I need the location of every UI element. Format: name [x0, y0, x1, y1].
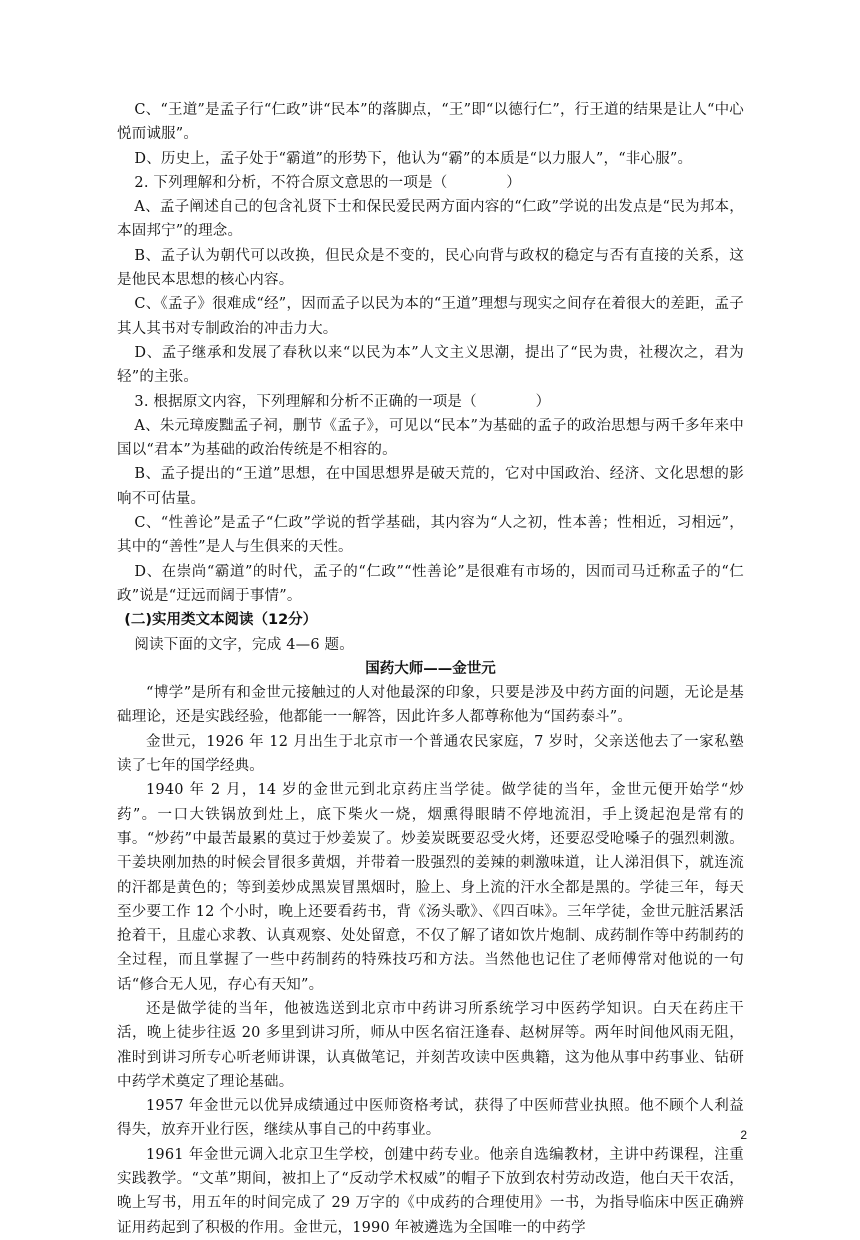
q3-stem: 3. 根据原文内容，下列理解和分析不正确的一项是（ ）: [134, 393, 551, 410]
document-page: [117, 98, 744, 1240]
q2-option-d: D、孟子继承和发展了春秋以来“以民为本”人文主义思潮，提出了“民为贵，社稷次之，君为轻”的主张。: [117, 344, 744, 386]
q2-stem: 2. 下列理解和分析，不符合原文意思的一项是（ ）: [134, 174, 521, 191]
q2-option-b: B、孟子认为朝代可以改换，但民众是不变的，民心向背与政权的稳定与否有直接的关系，这是他民本思想的核心内容。: [117, 247, 744, 289]
article-paragraph: “博学”是所有和金世元接触过的人对他最深的印象，只要是涉及中药方面的问题，无论是基础理论，还是实践经验，他都能一一解答，因此许多人都尊称他为“国药泰斗”。: [117, 685, 744, 726]
article-title: 国药大师——金世元: [365, 660, 496, 677]
q1-option-d: D、历史上，孟子处于“霸道”的形势下，他认为“霸”的本质是“以力服人”，“非心服”。: [134, 150, 693, 167]
article-paragraph: 1957 年金世元以优异成绩通过中医师资格考试，获得了中医师营业执照。他不顾个人利益得失，放弃开业行医，继续从事自己的中药事业。: [117, 1098, 744, 1139]
article-paragraph: 金世元，1926 年 12 月出生于北京市一个普通农民家庭，7 岁时，父亲送他去了一家私塾读了七年的国学经典。: [117, 733, 744, 775]
q3-option-a: A、朱元璋废黜孟子祠，删节《孟子》，可见以“民本”为基础的孟子的政治思想与两千多年来中国以“君本”为基础的政治传统是不相容的。: [117, 417, 744, 459]
q2-option-a: A、孟子阐述自己的包含礼贤下士和保民爱民两方面内容的“仁政”学说的出发点是“民为邦本，本固邦宁”的理念。: [117, 199, 744, 240]
q1-option-c: C、“王道”是孟子行“仁政”讲“民本”的落脚点，“王”即“以德行仁”，行王道的结果是让人“中心悦而诚服”。: [117, 102, 744, 143]
page-number: 2: [740, 1128, 747, 1142]
article-paragraph: 还是做学徒的当年，他被选送到北京市中药讲习所系统学习中医药学知识。白天在药庄干活，晚上徒步往返 20 多里到讲习所，师从中医名宿汪逢春、赵树屏等。两年时间他风雨无阻，准时到讲习所专心听老师讲课，认真做笔记，并刻苦攻读中医典籍，这为他从事中药事业、钻研中药学术奠定了理论基础。: [117, 1000, 744, 1090]
q3-option-b: B、孟子提出的“王道”思想，在中国思想界是破天荒的，它对中国政治、经济、文化思想的影响不可估量。: [117, 466, 744, 507]
q3-option-d: D、在崇尚“霸道”的时代，孟子的“仁政”“性善论”是很难有市场的，因而司马迁称孟子的“仁政”说是“迂远而阔于事情”。: [117, 563, 744, 604]
section-heading: (二)实用类文本阅读（12分）: [124, 612, 318, 629]
article-paragraph: 1961 年金世元调入北京卫生学校，创建中药专业。他亲自选编教材，主讲中药课程，注重实践教学。“文革”期间，被扣上了“反动学术权威”的帽子下放到农村劳动改造，他白天干农活，晚上写书，用五年的时间完成了 29 万字的《中成药的合理使用》一书，为指导临床中医正确辨证用药起到了积极的作用。金世元，1990 年被遴选为全国唯一的中药学: [117, 1146, 744, 1236]
article-paragraph: 1940 年 2 月，14 岁的金世元到北京药庄当学徒。做学徒的当年，金世元便开始学“炒药”。一口大铁锅放到灶上，底下柴火一烧，烟熏得眼睛不停地流泪，手上烫起泡是常有的事。“炒药”中最苦最累的莫过于炒姜炭了。炒姜炭既要忍受火烤，还要忍受呛嗓子的强烈刺激。干姜块刚加热的时候会冒很多黄烟，并带着一股强烈的姜辣的刺激味道，让人涕泪俱下，就连流的汗都是黄色的；等到姜炒成黑炭冒黑烟时，脸上、身上流的汗水全都是黑的。学徒三年，每天至少要工作 12 个小时，晚上还要看药书，背《汤头歌》、《四百味》。三年学徒，金世元脏活累活抢着干，且虚心求教、认真观察、处处留意，不仅了解了诸如饮片炮制、成药制作等中药制药的全过程，而且掌握了一些中药制药的特殊技巧和方法。当然他也记住了老师傅常对他说的一句话“修合无人见，存心有天知”。: [117, 782, 744, 993]
section-instruction: 阅读下面的文字，完成 4—6 题。: [134, 636, 354, 653]
q3-option-c: C、“性善论”是孟子“仁政”学说的哲学基础，其内容为“人之初，性本善；性相近，习相远”，其中的“善性”是人与生俱来的天性。: [117, 515, 744, 556]
q2-option-c: C、《孟子》很难成“经”，因而孟子以民为本的“王道”理想与现实之间存在着很大的差距，孟子其人其书对专制政治的冲击力大。: [117, 296, 744, 337]
